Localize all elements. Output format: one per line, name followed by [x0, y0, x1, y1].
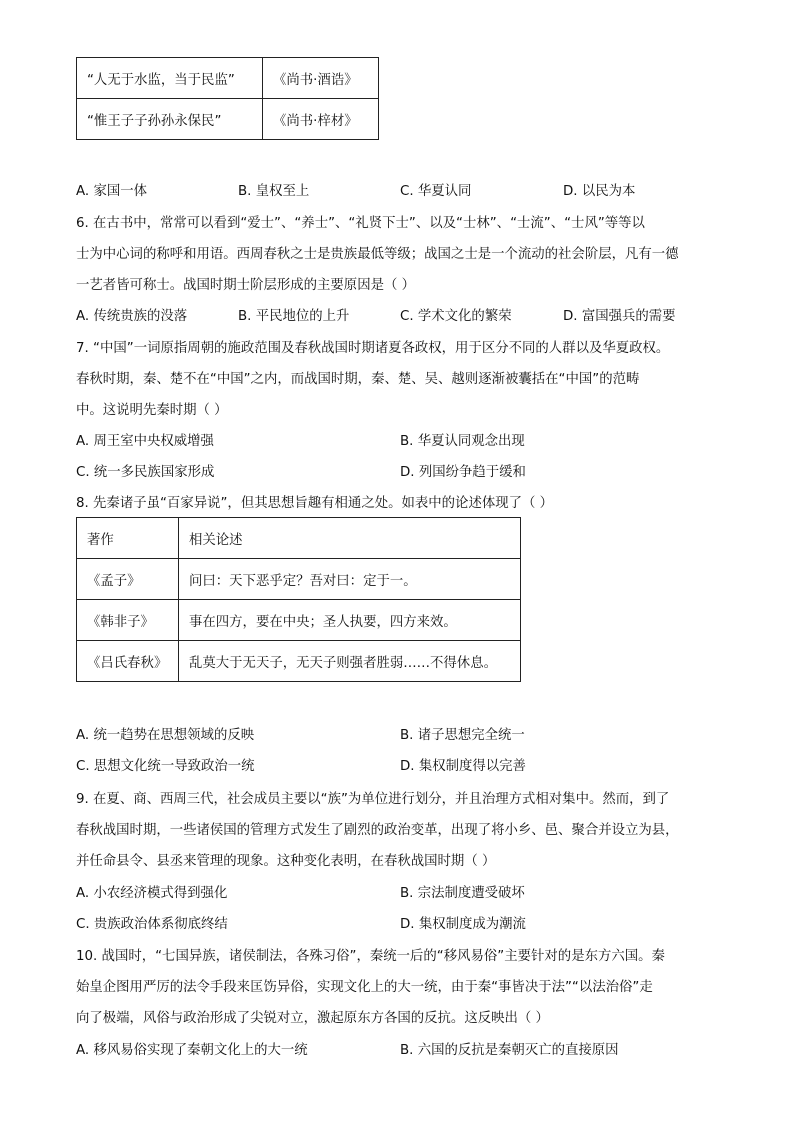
q7-option-d: D. 列国纷争趋于缓和: [400, 465, 526, 480]
table-header-row: [77, 518, 521, 559]
q8-option-c: C. 思想文化统一导致政治一统: [76, 759, 255, 774]
table-cell: 问曰：天下恶乎定？吾对曰：定于一。: [179, 559, 521, 600]
q5-option-c: C. 华夏认同: [400, 184, 472, 199]
q6-option-b: B. 平民地位的上升: [238, 309, 350, 324]
q9-stem-line-3: 并任命县令、县丞来管理的现象。这种变化表明，在春秋战国时期（ ）: [76, 854, 496, 869]
table-cell: 乱莫大于无天子，无天子则强者胜弱……不得休息。: [179, 641, 521, 682]
q5-option-a: A. 家国一体: [76, 184, 147, 199]
table-header-cell: 相关论述: [179, 518, 521, 559]
q9-option-b: B. 宗法制度遭受破坏: [400, 886, 525, 901]
q7-option-b: B. 华夏认同观念出现: [400, 434, 525, 449]
table-cell: 《孟子》: [77, 559, 179, 600]
q5-option-b: B. 皇权至上: [238, 184, 310, 199]
q7-stem-line-1: 7. “中国”一词原指周朝的施政范围及春秋战国时期诸夏各政权，用于区分不同的人群以及华夏政权。: [76, 341, 670, 356]
table-header-cell: 著作: [77, 518, 179, 559]
q6-stem-line-3: 一艺者皆可称士。战国时期士阶层形成的主要原因是（ ）: [76, 278, 416, 293]
table-cell: 《韩非子》: [77, 600, 179, 641]
table-row: [77, 641, 521, 682]
table-cell: “人无于水监，当于民监”: [77, 58, 263, 99]
table-cell: 《尚书·梓材》: [263, 99, 379, 140]
q9-option-a: A. 小农经济模式得到强化: [76, 886, 228, 901]
q9-option-d: D. 集权制度成为潮流: [400, 917, 526, 932]
q9-option-c: C. 贵族政治体系彻底终结: [76, 917, 228, 932]
q6-option-a: A. 传统贵族的没落: [76, 309, 188, 324]
q10-option-b: B. 六国的反抗是秦朝灭亡的直接原因: [400, 1043, 619, 1058]
q8-table: [76, 517, 521, 682]
q7-option-c: C. 统一多民族国家形成: [76, 465, 215, 480]
table-cell: 《尚书·酒诰》: [263, 58, 379, 99]
table-row: [77, 99, 379, 140]
quote-table: [76, 57, 379, 140]
q9-stem-line-2: 春秋战国时期，一些诸侯国的管理方式发生了剧烈的政治变革，出现了将小乡、邑、聚合并设立为县，: [76, 823, 679, 838]
q9-stem-line-1: 9. 在夏、商、西周三代，社会成员主要以“族”为单位进行划分，并且治理方式相对集中。然而，到了: [76, 792, 670, 807]
q8-stem: 8. 先秦诸子虽“百家异说”，但其思想旨趣有相通之处。如表中的论述体现了（ ）: [76, 496, 554, 511]
q10-option-a: A. 移风易俗实现了秦朝文化上的大一统: [76, 1043, 308, 1058]
table-row: [77, 58, 379, 99]
q8-option-d: D. 集权制度得以完善: [400, 759, 526, 774]
q6-option-c: C. 学术文化的繁荣: [400, 309, 512, 324]
q7-stem-line-3: 中。这说明先秦时期（ ）: [76, 403, 228, 418]
q10-stem-line-3: 向了极端，风俗与政治形成了尖锐对立，激起原东方各国的反抗。这反映出（ ）: [76, 1011, 549, 1026]
table-cell: 《吕氏春秋》: [77, 641, 179, 682]
q6-stem-line-1: 6. 在古书中，常常可以看到“爱士”、“养士”、“礼贤下士”、以及“士林”、“士流”、“士风”等等以: [76, 216, 645, 231]
q8-option-b: B. 诸子思想完全统一: [400, 728, 525, 743]
q6-option-d: D. 富国强兵的需要: [563, 309, 676, 324]
q6-stem-line-2: 士为中心词的称呼和用语。西周春秋之士是贵族最低等级；战国之士是一个流动的社会阶层，凡有一德: [76, 247, 679, 262]
q10-stem-line-1: 10. 战国时，“七国异族，诸侯制法，各殊习俗”，秦统一后的“移风易俗”主要针对的是东方六国。秦: [76, 949, 665, 964]
table-row: [77, 559, 521, 600]
table-row: [77, 600, 521, 641]
q5-option-d: D. 以民为本: [563, 184, 636, 199]
table-cell: 事在四方，要在中央；圣人执要，四方来效。: [179, 600, 521, 641]
q10-stem-line-2: 始皇企图用严厉的法令手段来匡饬异俗，实现文化上的大一统，由于秦“事皆决于法”“以法治俗”走: [76, 980, 653, 995]
q7-stem-line-2: 春秋时期，秦、楚不在“中国”之内，而战国时期，秦、楚、吴、越则逐渐被囊括在“中国”的范畴: [76, 372, 640, 387]
q8-option-a: A. 统一趋势在思想领域的反映: [76, 728, 255, 743]
table-cell: “惟王子子孙孙永保民”: [77, 99, 263, 140]
q7-option-a: A. 周王室中央权威增强: [76, 434, 214, 449]
